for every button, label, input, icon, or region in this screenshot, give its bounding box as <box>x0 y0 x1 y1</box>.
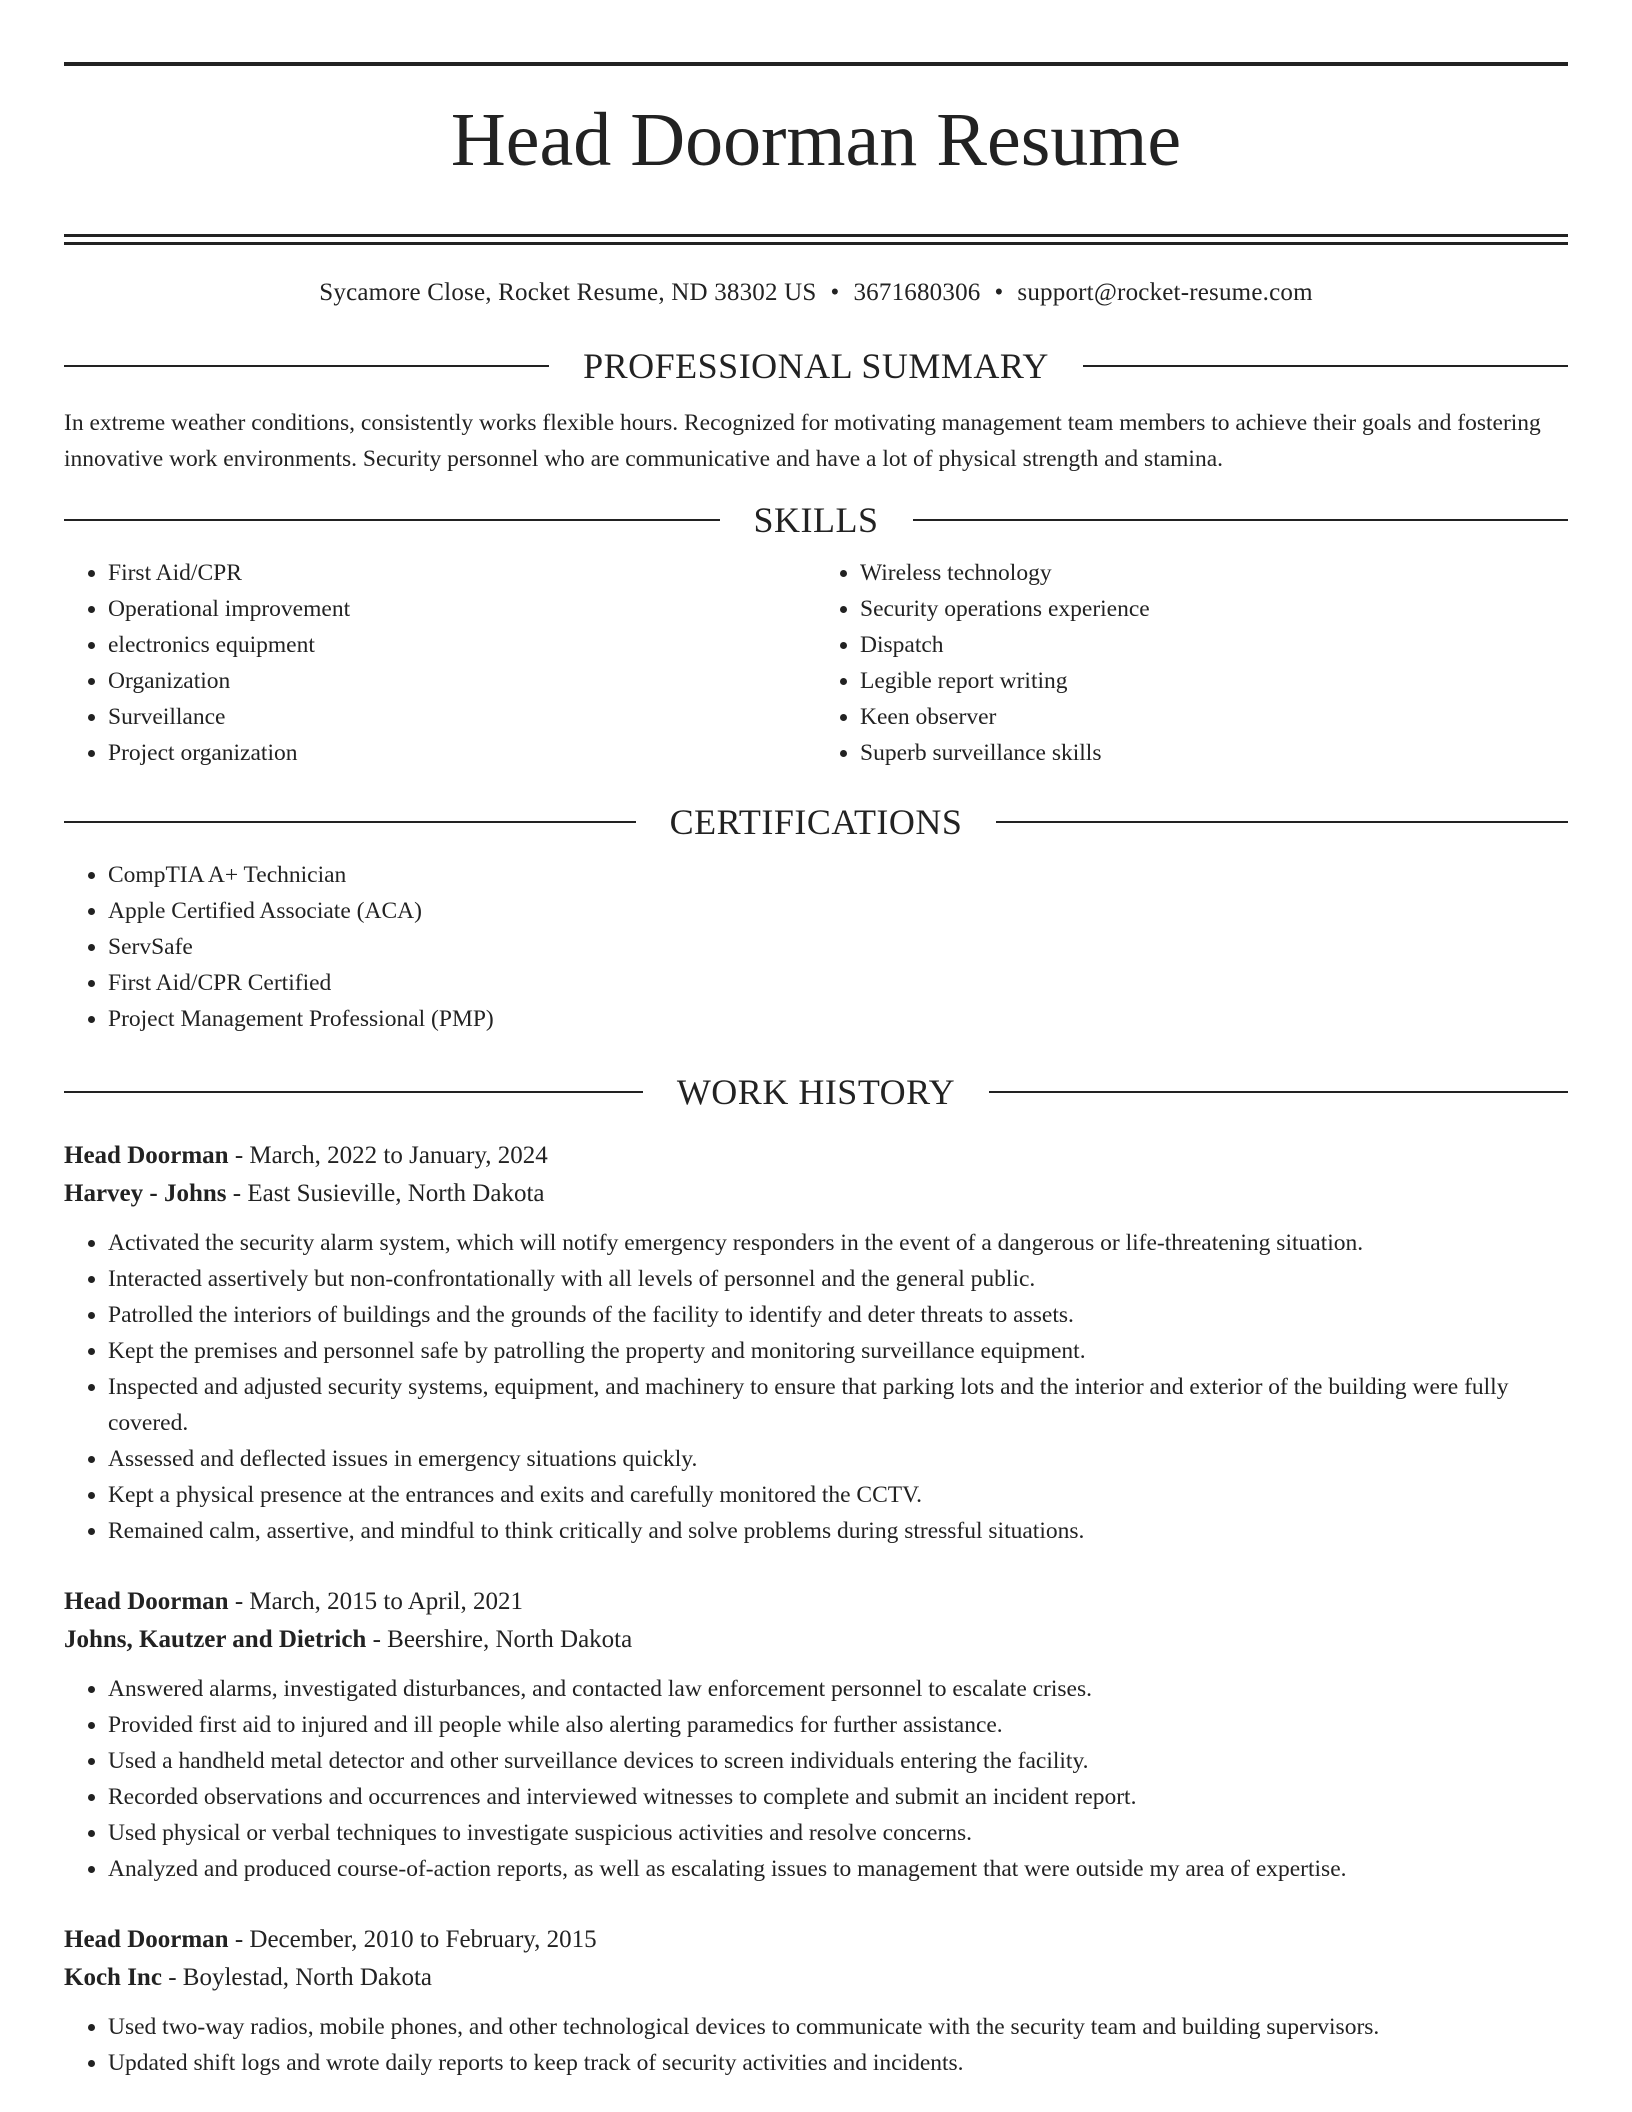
contact-separator: • <box>994 279 1004 306</box>
job-entry <box>64 1137 1568 1549</box>
job-duty: • Activated the security alarm system, which will notify emergency responders in the event of a dangerous or life-threatening situation. <box>108 1225 1568 1261</box>
contact-line <box>64 279 1568 307</box>
job-duty: • Used a handheld metal detector and other surveillance devices to screen individuals entering the facility. <box>108 1743 1568 1779</box>
contact-address: Sycamore Close, Rocket Resume, ND 38302 US <box>319 279 817 306</box>
heading-rule <box>1083 365 1568 367</box>
job-duty: • Analyzed and produced course-of-action reports, as well as escalating issues to management that were outside my area of expertise. <box>108 1851 1568 1887</box>
job-duty: • Kept the premises and personnel safe by patrolling the property and monitoring surveillance equipment. <box>108 1333 1568 1369</box>
job-dates: - March, 2022 to January, 2024 <box>228 1142 548 1169</box>
job-dates: - December, 2010 to February, 2015 <box>228 1926 597 1953</box>
job-duty: • Patrolled the interiors of buildings and the grounds of the facility to identify and deter threats to assets. <box>108 1297 1568 1333</box>
summary-heading-label: PROFESSIONAL SUMMARY <box>583 346 1049 386</box>
job-duty: • Used two-way radios, mobile phones, and other technological devices to communicate with the security team and building supervisors. <box>108 2009 1568 2045</box>
heading-rule <box>64 1091 643 1093</box>
job-duty: • Answered alarms, investigated disturbances, and contacted law enforcement personnel to escalate crises. <box>108 1671 1568 1707</box>
skill-item: • Surveillance <box>108 699 816 735</box>
job-location: - East Susieville, North Dakota <box>226 1180 545 1207</box>
skill-item: • Keen observer <box>860 699 1568 735</box>
heading-rule <box>64 365 549 367</box>
job-duty: • Provided first aid to injured and ill people while also alerting paramedics for further assistance. <box>108 1707 1568 1743</box>
contact-phone: 3671680306 <box>853 279 981 306</box>
job-duties-list <box>64 1671 1568 1887</box>
job-duty: • Remained calm, assertive, and mindful to think critically and solve problems during stressful situations. <box>108 1513 1568 1549</box>
certification-item: • First Aid/CPR Certified <box>108 965 1568 1001</box>
resume-title: Head Doorman Resume <box>450 98 1182 182</box>
job-title-line <box>64 1583 1568 1621</box>
skill-item: • Security operations experience <box>860 591 1568 627</box>
certification-item: • ServSafe <box>108 929 1568 965</box>
skills-list-left <box>64 555 816 771</box>
job-company: Koch Inc <box>64 1964 162 1991</box>
certification-item: • Apple Certified Associate (ACA) <box>108 893 1568 929</box>
job-entry <box>64 1921 1568 2081</box>
job-company-line <box>64 1175 1568 1213</box>
job-company-line <box>64 1959 1568 1997</box>
job-title: Head Doorman <box>64 1142 229 1169</box>
job-company: Johns, Kautzer and Dietrich <box>64 1626 367 1653</box>
job-duty: • Recorded observations and occurrences and interviewed witnesses to complete and submit an incident report. <box>108 1779 1568 1815</box>
job-location: - Beershire, North Dakota <box>366 1626 633 1653</box>
job-company-line <box>64 1621 1568 1659</box>
top-rule <box>64 62 1568 66</box>
skills-columns <box>64 555 1568 771</box>
contact-email: support@rocket-resume.com <box>1017 279 1313 306</box>
skill-item: • Dispatch <box>860 627 1568 663</box>
skill-item: • Organization <box>108 663 816 699</box>
contact-separator: • <box>830 279 840 306</box>
job-duty: • Assessed and deflected issues in emergency situations quickly. <box>108 1441 1568 1477</box>
job-duty: • Inspected and adjusted security systems, equipment, and machinery to ensure that parking lots and the interior and exterior of the building were fully covered. <box>108 1369 1568 1441</box>
skill-item: • Project organization <box>108 735 816 771</box>
job-dates: - March, 2015 to April, 2021 <box>228 1588 523 1615</box>
skills-heading-label: SKILLS <box>753 500 879 540</box>
certifications-list <box>64 857 1568 1037</box>
heading-rule <box>913 519 1569 521</box>
job-duty: • Updated shift logs and wrote daily reports to keep track of security activities and incidents. <box>108 2045 1568 2081</box>
summary-text: In extreme weather conditions, consistently works flexible hours. Recognized for motivating management team members to achieve their goals and fostering innovative work environments. Security personnel who are communicative and have a lot of physical strength and stamina. <box>64 410 1541 472</box>
skill-item: • Wireless technology <box>860 555 1568 591</box>
certifications-heading-label: CERTIFICATIONS <box>669 802 963 842</box>
job-title: Head Doorman <box>64 1926 229 1953</box>
certification-item: • Project Management Professional (PMP) <box>108 1001 1568 1037</box>
skill-item: • First Aid/CPR <box>108 555 816 591</box>
job-duty: • Kept a physical presence at the entrances and exits and carefully monitored the CCTV. <box>108 1477 1568 1513</box>
work-history-heading-label: WORK HISTORY <box>676 1072 956 1112</box>
job-duty: • Used physical or verbal techniques to investigate suspicious activities and resolve concerns. <box>108 1815 1568 1851</box>
skill-item: • Superb surveillance skills <box>860 735 1568 771</box>
job-duties-list <box>64 1225 1568 1549</box>
skill-item: • Legible report writing <box>860 663 1568 699</box>
certifications-section-heading <box>64 801 1568 843</box>
skills-section-heading <box>64 499 1568 541</box>
job-company: Harvey - Johns <box>64 1180 227 1207</box>
job-title-line <box>64 1921 1568 1959</box>
job-duty: • Interacted assertively but non-confrontationally with all levels of personnel and the general public. <box>108 1261 1568 1297</box>
heading-rule <box>996 821 1568 823</box>
heading-rule <box>64 821 636 823</box>
heading-rule <box>989 1091 1568 1093</box>
summary-section-heading <box>64 345 1568 387</box>
job-entry <box>64 1583 1568 1887</box>
job-duties-list <box>64 2009 1568 2081</box>
heading-rule <box>64 519 720 521</box>
skill-item: • electronics equipment <box>108 627 816 663</box>
skills-list-right <box>816 555 1568 771</box>
job-title-line <box>64 1137 1568 1175</box>
work-history-section-heading <box>64 1071 1568 1113</box>
certification-item: • CompTIA A+ Technician <box>108 857 1568 893</box>
title-double-rule <box>64 234 1568 245</box>
skill-item: • Operational improvement <box>108 591 816 627</box>
job-title: Head Doorman <box>64 1588 229 1615</box>
job-location: - Boylestad, North Dakota <box>161 1964 433 1991</box>
